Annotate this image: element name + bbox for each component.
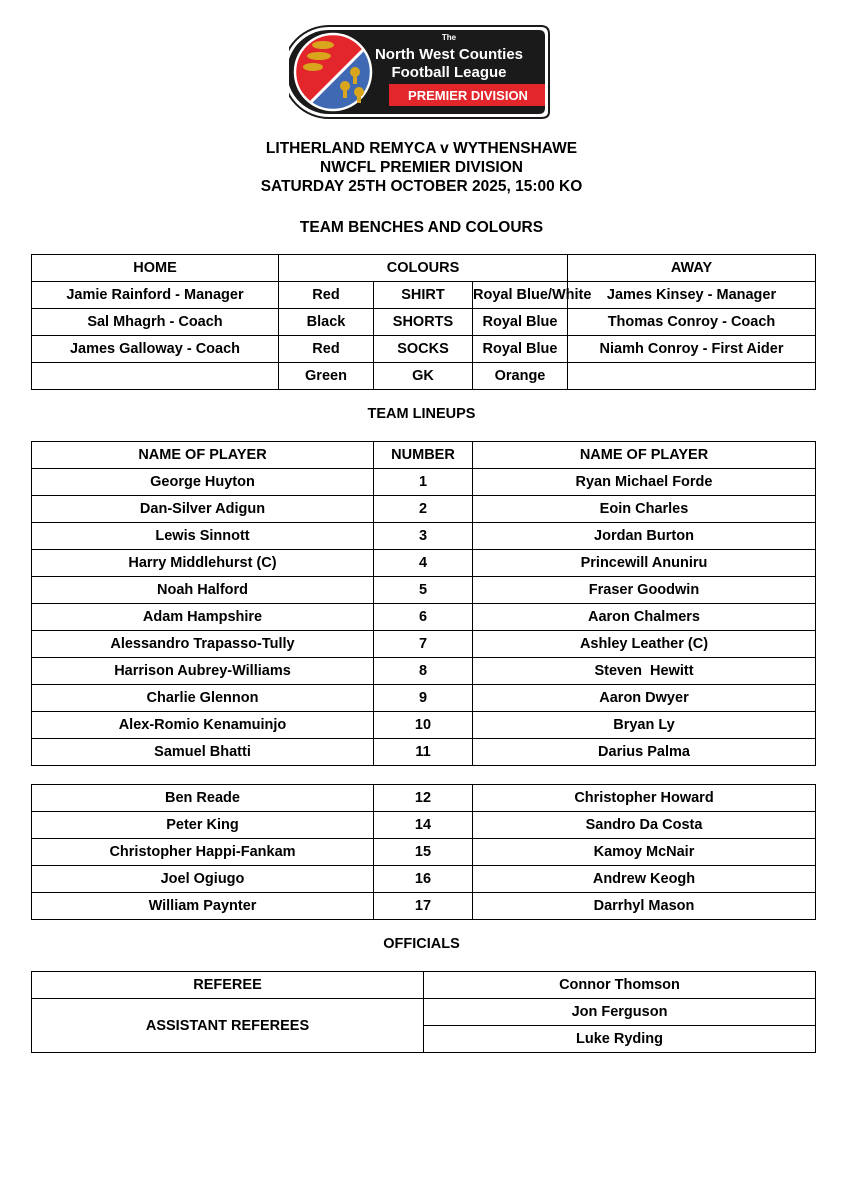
substitutes-table [31, 784, 816, 920]
home-player: Samuel Bhatti [32, 739, 374, 766]
table-row [32, 336, 816, 363]
match-date: SATURDAY 25TH OCTOBER 2025, 15:00 KO [260, 178, 583, 195]
away-player: Ryan Michael Forde [473, 469, 816, 496]
shirt-number: 6 [374, 604, 473, 631]
home-official [32, 363, 279, 390]
away-player: Kamoy McNair [473, 839, 816, 866]
colours-header: COLOURS [279, 255, 568, 282]
away-player: Sandro Da Costa [473, 812, 816, 839]
away-player: Christopher Howard [473, 785, 816, 812]
away-player: Fraser Goodwin [473, 577, 816, 604]
match-title: LITHERLAND REMYCA v WYTHENSHAWE [265, 140, 578, 157]
assistant-referee-name: Jon Ferguson [424, 999, 816, 1026]
kit-item: GK [374, 363, 473, 390]
kit-item: SOCKS [374, 336, 473, 363]
shirt-number: 7 [374, 631, 473, 658]
table-row [32, 785, 816, 812]
referee-name: Connor Thomson [424, 972, 816, 999]
away-player: Eoin Charles [473, 496, 816, 523]
logo-text-football-league: Football League [391, 64, 507, 81]
starters-table [31, 441, 816, 766]
shirt-number: 16 [374, 866, 473, 893]
away-player: Bryan Ly [473, 712, 816, 739]
home-player: Alex-Romio Kenamuinjo [32, 712, 374, 739]
home-player: Dan-Silver Adigun [32, 496, 374, 523]
shirt-number: 4 [374, 550, 473, 577]
logo-text-premier-division: PREMIER DIVISION [408, 88, 528, 103]
shirt-number: 8 [374, 658, 473, 685]
table-row [32, 972, 816, 999]
away-colour: Royal Blue [473, 309, 568, 336]
assistant-referees-label: ASSISTANT REFEREES [32, 999, 424, 1053]
table-row [32, 604, 816, 631]
kit-item: SHORTS [374, 309, 473, 336]
lineups-title: TEAM LINEUPS [367, 406, 476, 422]
home-colour: Black [279, 309, 374, 336]
home-player: Adam Hampshire [32, 604, 374, 631]
home-header: HOME [32, 255, 279, 282]
home-player-header: NAME OF PLAYER [32, 442, 374, 469]
home-player: Charlie Glennon [32, 685, 374, 712]
away-player: Aaron Chalmers [473, 604, 816, 631]
table-row [32, 363, 816, 390]
away-official: Niamh Conroy - First Aider [568, 336, 816, 363]
table-row [32, 469, 816, 496]
home-player: Ben Reade [32, 785, 374, 812]
kit-item: SHIRT [374, 282, 473, 309]
home-colour: Red [279, 282, 374, 309]
shirt-number: 2 [374, 496, 473, 523]
table-row [32, 839, 816, 866]
shirt-number: 12 [374, 785, 473, 812]
table-row [32, 739, 816, 766]
table-header-row [32, 442, 816, 469]
away-colour: Royal Blue/White [473, 282, 568, 309]
shirt-number: 1 [374, 469, 473, 496]
league-logo [289, 24, 551, 120]
table-row [32, 577, 816, 604]
home-official: Sal Mhagrh - Coach [32, 309, 279, 336]
home-player: George Huyton [32, 469, 374, 496]
table-row [32, 550, 816, 577]
officials-table [31, 971, 816, 1053]
away-player: Steven Hewitt [473, 658, 816, 685]
table-row [32, 658, 816, 685]
table-row [32, 712, 816, 739]
home-player: William Paynter [32, 893, 374, 920]
table-row [32, 893, 816, 920]
away-official: James Kinsey - Manager [568, 282, 816, 309]
home-official: James Galloway - Coach [32, 336, 279, 363]
benches-table [31, 254, 816, 390]
table-row [32, 631, 816, 658]
shirt-number: 10 [374, 712, 473, 739]
shirt-number: 17 [374, 893, 473, 920]
shirt-number: 3 [374, 523, 473, 550]
table-row [32, 309, 816, 336]
home-player: Noah Halford [32, 577, 374, 604]
away-official: Thomas Conroy - Coach [568, 309, 816, 336]
number-header: NUMBER [374, 442, 473, 469]
logo-text-league-name: North West Counties [374, 46, 524, 63]
shirt-number: 14 [374, 812, 473, 839]
table-row [32, 812, 816, 839]
match-header [0, 139, 843, 196]
referee-label: REFEREE [32, 972, 424, 999]
table-row [32, 866, 816, 893]
home-colour: Green [279, 363, 374, 390]
home-player: Lewis Sinnott [32, 523, 374, 550]
shirt-number: 15 [374, 839, 473, 866]
shirt-number: 5 [374, 577, 473, 604]
away-player: Aaron Dwyer [473, 685, 816, 712]
logo-text-the: The [441, 33, 457, 42]
officials-title: OFFICIALS [383, 936, 460, 952]
home-colour: Red [279, 336, 374, 363]
home-player: Peter King [32, 812, 374, 839]
away-player: Andrew Keogh [473, 866, 816, 893]
home-player: Alessandro Trapasso-Tully [32, 631, 374, 658]
table-row [32, 685, 816, 712]
table-row [32, 496, 816, 523]
away-player: Ashley Leather (C) [473, 631, 816, 658]
away-player: Jordan Burton [473, 523, 816, 550]
home-player: Christopher Happi-Fankam [32, 839, 374, 866]
competition-name: NWCFL PREMIER DIVISION [320, 159, 523, 176]
shirt-number: 11 [374, 739, 473, 766]
home-official: Jamie Rainford - Manager [32, 282, 279, 309]
away-player: Darius Palma [473, 739, 816, 766]
table-row [32, 999, 816, 1026]
table-row [32, 282, 816, 309]
away-player: Darrhyl Mason [473, 893, 816, 920]
away-player: Princewill Anuniru [473, 550, 816, 577]
away-colour: Royal Blue [473, 336, 568, 363]
away-colour: Orange [473, 363, 568, 390]
shirt-number: 9 [374, 685, 473, 712]
assistant-referee-name: Luke Ryding [424, 1026, 816, 1053]
away-header: AWAY [568, 255, 816, 282]
home-player: Joel Ogiugo [32, 866, 374, 893]
benches-title: TEAM BENCHES AND COLOURS [299, 219, 544, 236]
away-official [568, 363, 816, 390]
home-player: Harrison Aubrey-Williams [32, 658, 374, 685]
away-player-header: NAME OF PLAYER [473, 442, 816, 469]
table-header-row [32, 255, 816, 282]
home-player: Harry Middlehurst (C) [32, 550, 374, 577]
table-row [32, 523, 816, 550]
